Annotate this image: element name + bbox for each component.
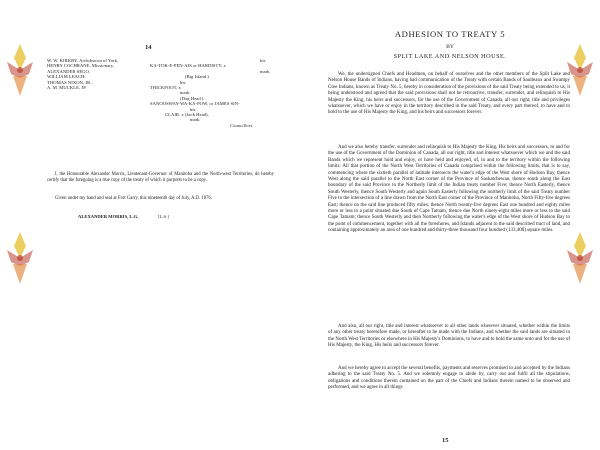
councillor-line: his	[260, 58, 266, 63]
councillor-line: (Big Island.)	[185, 74, 209, 80]
councillor-line: his	[180, 79, 186, 85]
witness-line: THOMAS NIXON, JR.,	[47, 79, 93, 85]
page-number-left: 14	[145, 44, 152, 51]
councillor-line: SANOOSWAY-WA-KA-POW, or JAMES SIN-	[150, 101, 240, 107]
councillor-line: CLAIR, x (Jack Head),	[165, 112, 209, 118]
treaty-paragraph: And we hereby agree to accept the several benefits, payments and reserves promised to and accepted by the Indians adhering to the said Treaty No. 5. And we solemnly engage to abide by, carry out and fulfil all the stipulations, obligations and conditions therein contained on the part of the Chiefs and Indians therein named to be observed and performed, and we agree in all things	[328, 366, 570, 391]
feather-emblem-icon	[563, 228, 597, 288]
certificate-text: I, the Honourable Alexander Morris, Lieutenant-Governor of Manitoba and the North-west Territories, do hereby certify that the foregoing is a true copy of the treaty of which it purports to be a copy.	[47, 172, 274, 183]
seal-mark: [L.S.]	[158, 214, 169, 219]
witness-line: ALEXANDER SEGO,	[47, 68, 91, 74]
councillor-line: his	[190, 106, 196, 112]
councillor-line: Councillors.	[230, 122, 254, 128]
page-number-right: 15	[442, 437, 449, 444]
treaty-paragraph: And we also hereby transfer, surrender and relinquish to His Majesty the King, His heirs and successors, to and for the use of the Government of the Dominion of Canada, all our right, title and interest whatsoever which we and the said Bands which we represent hold and enjoy, or have held and enjoyed, of, in and to the territory within the following limits: All that portion of the North West Territories of Canada comprised within the following limits, that is to say, commencing where the sixtieth parallel of latitude intersects the water's edge of the West shore of Hudson Bay, thence West along the said parallel to the North East corner of the Province of Saskatchewan, thence south along the East boundary of the said Province to the Northerly limit of the Indian treaty number Five; thence North Easterly, thence South Westerly, thence South Westerly and again South Easterly following the northerly limit of the said Treaty number Five to the intersection of a line drawn from the North East corner of the Province of Manitoba, North Fifty-five degrees East; thence on the said line produced fifty miles; thence North twenty-five degrees East one hundred and eighty miles more or less to a point situated due South of Cape Tatnam, thence due North ninety-eight miles more or less to the said Cape Tatnam; thence South Westerly and then Northerly following the water's edge of the West shore of Hudson Bay to the point of commencement, together with all the foreshores, and Islands adjacent to the said described tract of land, and containing approximately an area of one hundred and thirty-three thousand four hundred (133,400) square miles.	[328, 145, 570, 234]
signatories-witnesses	[47, 58, 118, 90]
given-under-hand-text: Given under my hand and seal at Fort Garry, this nineteenth day of July, A.D. 1876.	[55, 196, 212, 201]
governor-signature: ALEXANDER MORRIS, L.G.	[78, 214, 139, 219]
councillor-line: mark	[180, 90, 190, 96]
witness-line: HENRY COCHRANE, Missionary,	[47, 63, 114, 69]
councillor-line: mark	[260, 68, 270, 74]
witness-line: WILLIAM LEACH,	[47, 74, 86, 80]
witness-line: W. W. KIRKBY, Archdeacon of York,	[47, 58, 119, 63]
councillor-line: THICKFOOT, x	[150, 85, 181, 91]
signatories-councillors	[150, 58, 270, 128]
witness-line: A. M. MUCKLE, JP.	[47, 85, 87, 91]
page-subtitle: SPLIT LAKE AND NELSON HOUSE.	[393, 53, 507, 60]
councillor-line: KA-TOK-E-PEN-AIS or HARDISTY, x	[150, 63, 226, 69]
treaty-paragraph: And also, all our right, title and interest whatsoever to all other lands wherever situated, whether within the limits of any other treaty heretofore made, or hereafter to be made with the Indians, and whether the said lands are situated in the North West Territories or elsewhere in His Majesty's Dominions, to have and to hold the same unto and for the use of His Majesty, the King, His heirs and successors forever.	[328, 324, 570, 349]
councillor-line: (Dog Head.)	[180, 95, 204, 101]
councillor-line: mark	[190, 117, 200, 123]
title-by: BY	[446, 44, 454, 50]
page-title: ADHESION TO TREATY 5	[394, 29, 506, 39]
treaty-paragraph: We, the undersigned Chiefs and Headmen, on behalf of ourselves and the other members of the Split Lake and Nelson House Bands of Indians, having had communication of the Treaty with certain Bands of Saulteaux and Swampy Cree Indians, known as Treaty No. 5, hereby in consideration of the provisions of the said Treaty being extended to us, it being understood and agreed that the said provisions shall not be retroactive, transfer, surrender, and relinquish to His Majesty the King, his heirs and successors, for the use of the Government of Canada, all our right, title and privileges whatsoever, which we have or enjoy in the territory described in the said Treaty, and every part thereof, to have and to hold to the use of His Majesty the King, and his heirs and successors forever.	[328, 72, 570, 116]
